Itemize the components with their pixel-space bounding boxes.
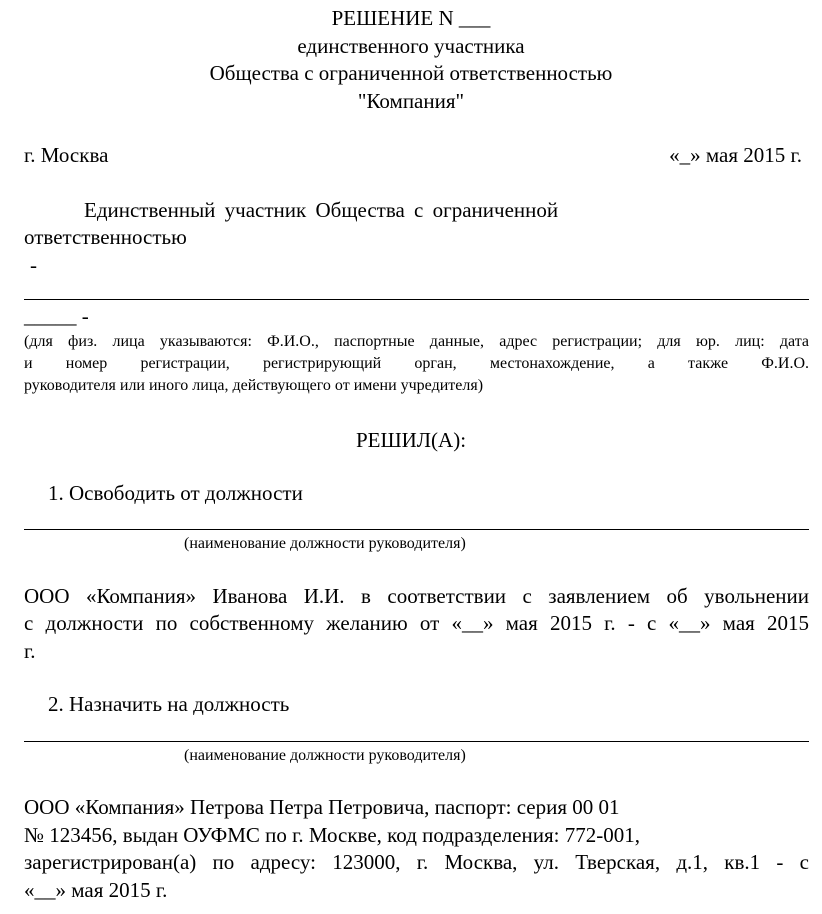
- participant-fill-blank: _____ -: [24, 304, 89, 328]
- intro-line: Единственный участник Общества с ограниченной: [84, 198, 559, 222]
- participant-fill-line: [24, 299, 809, 300]
- city: г. Москва: [24, 143, 109, 167]
- item1-text-line: с должности по собственному желанию от «__» мая 2015 г. - с «__» мая 2015: [24, 611, 809, 635]
- item1-position-fill-line: [24, 529, 809, 530]
- item1-position-caption: (наименование должности руководителя): [184, 535, 466, 552]
- item2-text-line: № 123456, выдан ОУФМС по г. Москве, код подразделения: 772-001,: [24, 823, 640, 847]
- item2-position-caption: (наименование должности руководителя): [184, 747, 466, 764]
- title-subline-participant: единственного участника: [297, 34, 525, 58]
- document-date: «_» мая 2015 г.: [669, 143, 802, 167]
- title-subline-company-type: Общества с ограниченной ответственностью: [209, 61, 613, 85]
- item2-text-line: ООО «Компания» Петрова Петра Петровича, паспорт: серия 00 01: [24, 795, 620, 819]
- item2-label: 2. Назначить на должность: [48, 692, 290, 716]
- instruction-note-line: и номер регистрации, регистрирующий орган, местонахождение, а также Ф.И.О.: [24, 355, 809, 372]
- intro-dash: -: [30, 253, 37, 277]
- item1-label: 1. Освободить от должности: [48, 481, 303, 505]
- instruction-note-line: руководителя или иного лица, действующего от имени учредителя): [24, 377, 484, 394]
- item1-text-line: ООО «Компания» Иванова И.И. в соответствии с заявлением об увольнении: [24, 584, 809, 608]
- intro-line-continuation: ответственностью: [24, 225, 187, 249]
- item1-text-line: г.: [24, 639, 36, 663]
- item2-text-line: зарегистрирован(а) по адресу: 123000, г. Москва, ул. Тверская, д.1, кв.1 - с: [24, 850, 809, 874]
- decision-heading: РЕШИЛ(А):: [355, 428, 467, 452]
- instruction-note-line: (для физ. лица указываются: Ф.И.О., паспортные данные, адрес регистрации; для юр. лиц: дата: [24, 333, 809, 350]
- item2-text-line: «__» мая 2015 г.: [24, 878, 168, 902]
- item2-position-fill-line: [24, 741, 809, 742]
- document-title: РЕШЕНИЕ N ___: [331, 6, 491, 30]
- title-subline-company-name: "Компания": [357, 89, 465, 113]
